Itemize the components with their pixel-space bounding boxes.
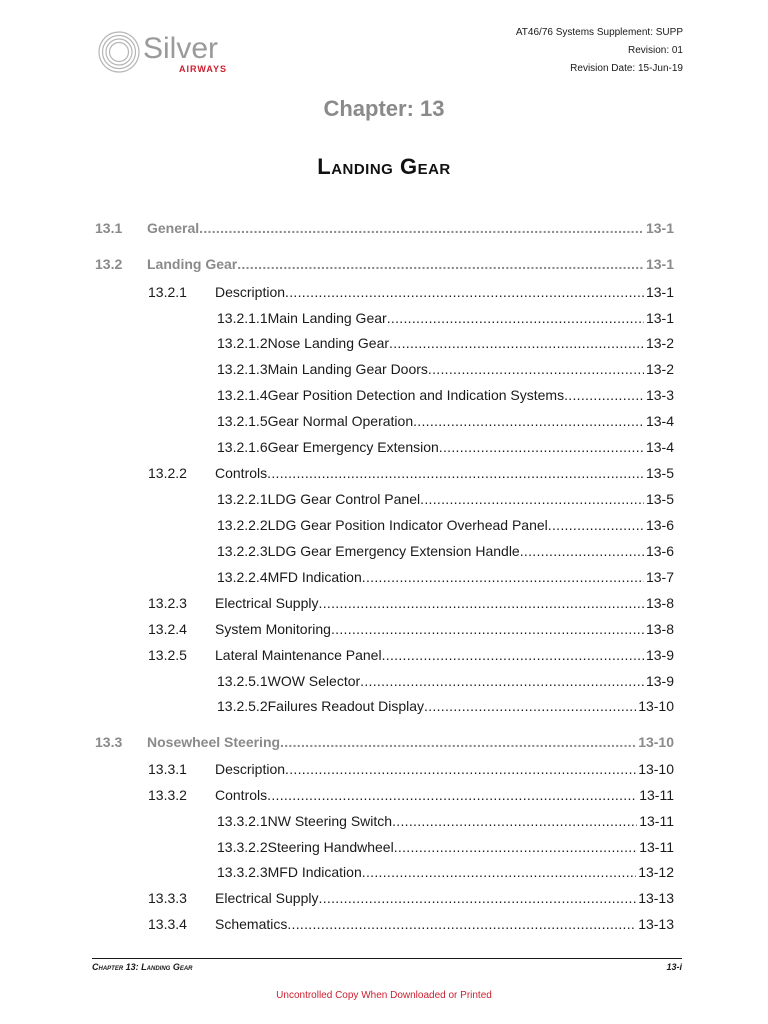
toc-entry[interactable] [0,914,768,934]
toc-entry-title: 13.3.2.1NW Steering Switch [217,813,393,829]
chapter-title: Landing Gear [317,154,451,179]
toc-entry-page: 13-12 [638,864,674,880]
revision: Revision: 01 [627,45,683,56]
toc-entry-number: 13.1 [95,220,123,236]
toc-entry[interactable] [0,671,768,691]
toc-entry-title: Lateral Maintenance Panel [215,647,382,663]
toc-dot-leader [331,619,644,639]
toc-dot-leader [319,888,637,908]
toc-entry[interactable] [0,385,768,405]
toc-entry-title: 13.2.5.1WOW Selector [217,673,361,689]
toc-entry-page: 13-10 [638,698,674,714]
logo-subtitle: AIRWAYS [179,64,228,74]
toc-entry[interactable] [0,619,768,639]
toc-entry-page: 13-1 [645,310,674,326]
toc-entry-number: 13.2.2 [148,465,187,481]
toc-entry-number: 13.2.3 [148,595,187,611]
toc-entry[interactable] [0,593,768,613]
toc-dot-leader [285,282,644,302]
toc-entry[interactable] [0,437,768,457]
toc-dot-leader [267,785,637,805]
toc-entry-title: Electrical Supply [215,890,319,906]
toc-dot-leader [319,593,644,613]
toc-entry-number: 13.2 [95,256,123,272]
toc-dot-leader [394,837,638,857]
toc-dot-leader [564,385,644,405]
toc-entry-title: 13.2.1.2Nose Landing Gear [217,335,390,351]
toc-dot-leader [237,254,644,274]
toc-entry-page: 13-8 [645,595,674,611]
toc-entry-number: 13.3.2 [148,787,187,803]
toc-entry-title: 13.2.1.6Gear Emergency Extension [217,439,439,455]
toc-dot-leader [387,308,644,328]
toc-entry-number: 13.3.4 [148,916,187,932]
toc-entry[interactable] [0,837,768,857]
chapter-label: Chapter: 13 [323,96,445,121]
toc-entry-page: 13-2 [645,335,674,351]
toc-entry-page: 13-5 [645,465,674,481]
toc-entry[interactable] [0,567,768,587]
toc-entry[interactable] [0,515,768,535]
toc-entry-title: 13.2.1.4Gear Position Detection and Indication Systems [217,387,565,403]
toc-entry-page: 13-1 [645,256,674,272]
toc-entry[interactable] [0,308,768,328]
toc-entry-page: 13-11 [639,787,674,803]
toc-entry[interactable] [0,333,768,353]
logo-rings-icon [97,30,141,74]
document-header-info [516,24,683,78]
toc-dot-leader [439,437,644,457]
toc-entry[interactable] [0,696,768,716]
toc-entry[interactable] [0,411,768,431]
silver-airways-logo [97,30,237,78]
toc-dot-leader [420,489,644,509]
toc-entry-title: 13.3.2.2Steering Handwheel [217,839,394,855]
toc-entry-page: 13-8 [645,621,674,637]
toc-entry[interactable] [0,254,768,274]
toc-entry[interactable] [0,759,768,779]
toc-entry-title: 13.2.5.2Failures Readout Display [217,698,425,714]
toc-dot-leader [287,914,636,934]
toc-entry[interactable] [0,218,768,238]
toc-entry-page: 13-11 [639,839,674,855]
toc-entry[interactable] [0,541,768,561]
toc-dot-leader [362,862,636,882]
toc-entry-page: 13-4 [645,413,674,429]
footer-divider [92,958,682,959]
toc-entry-title: Electrical Supply [215,595,319,611]
toc-entry-page: 13-9 [645,647,674,663]
toc-entry-title: 13.2.2.1LDG Gear Control Panel [217,491,421,507]
toc-entry[interactable] [0,463,768,483]
toc-dot-leader [362,567,644,587]
toc-entry-page: 13-13 [638,916,674,932]
logo-wordmark: Silver [143,32,219,65]
toc-entry-title: Description [215,761,286,777]
toc-dot-leader [199,218,644,238]
toc-entry-page: 13-6 [645,517,674,533]
toc-dot-leader [428,359,644,379]
toc-entry-title: Description [215,284,286,300]
toc-dot-leader [413,411,644,431]
toc-entry-title: 13.2.2.2LDG Gear Position Indicator Overhead Panel [217,517,548,533]
toc-dot-leader [360,671,644,691]
toc-entry-page: 13-3 [645,387,674,403]
toc-entry-page: 13-2 [645,361,674,377]
toc-entry-number: 13.2.5 [148,647,187,663]
toc-entry-page: 13-10 [638,734,674,750]
toc-entry-page: 13-6 [645,543,674,559]
toc-entry-title: Schematics [215,916,288,932]
toc-entry-page: 13-10 [638,761,674,777]
footer-chapter: Chapter 13: Landing Gear [92,962,193,972]
toc-entry-title: 13.2.1.3Main Landing Gear Doors [217,361,428,377]
toc-entry-page: 13-4 [645,439,674,455]
toc-entry-number: 13.2.4 [148,621,187,637]
toc-dot-leader [548,515,644,535]
toc-entry-title: 13.2.1.5Gear Normal Operation [217,413,414,429]
toc-entry[interactable] [0,785,768,805]
toc-dot-leader [267,463,644,483]
toc-entry[interactable] [0,888,768,908]
toc-entry-number: 13.2.1 [148,284,187,300]
toc-entry[interactable] [0,862,768,882]
toc-entry-title: Landing Gear [147,256,238,272]
toc-entry[interactable] [0,811,768,831]
toc-entry-page: 13-1 [645,284,674,300]
toc-entry-title: Nosewheel Steering [147,734,281,750]
toc-entry-page: 13-1 [645,220,674,236]
toc-entry-title: 13.2.1.1Main Landing Gear [217,310,387,326]
toc-entry-title: 13.2.2.3LDG Gear Emergency Extension Handle [217,543,520,559]
toc-entry-title: Controls [215,465,268,481]
toc-entry-title: General [147,220,200,236]
toc-entry-page: 13-11 [639,813,674,829]
toc-entry-page: 13-9 [645,673,674,689]
toc-dot-leader [424,696,636,716]
toc-dot-leader [280,732,636,752]
toc-dot-leader [382,645,644,665]
footer-page-number: 13-i [666,962,682,972]
toc-entry-title: Controls [215,787,268,803]
toc-entry-page: 13-5 [645,491,674,507]
revision-date: Revision Date: 15-Jun-19 [570,63,683,74]
toc-entry-page: 13-7 [645,569,674,585]
toc-entry-title: 13.2.2.4MFD Indication [217,569,362,585]
toc-entry-title: System Monitoring [215,621,331,637]
toc-entry-number: 13.3 [95,734,123,750]
uncontrolled-copy-notice: Uncontrolled Copy When Downloaded or Printed [276,990,492,1001]
toc-dot-leader [285,759,636,779]
toc-entry-page: 13-13 [638,890,674,906]
doc-title: AT46/76 Systems Supplement: SUPP [515,27,683,38]
toc-entry-title: 13.3.2.3MFD Indication [217,864,362,880]
toc-dot-leader [389,333,644,353]
toc-entry-number: 13.3.1 [148,761,187,777]
toc-entry[interactable] [0,282,768,302]
toc-entry[interactable] [0,359,768,379]
toc-entry[interactable] [0,732,768,752]
toc-entry[interactable] [0,645,768,665]
toc-dot-leader [392,811,637,831]
toc-entry[interactable] [0,489,768,509]
toc-entry-number: 13.3.3 [148,890,187,906]
toc-dot-leader [520,541,644,561]
